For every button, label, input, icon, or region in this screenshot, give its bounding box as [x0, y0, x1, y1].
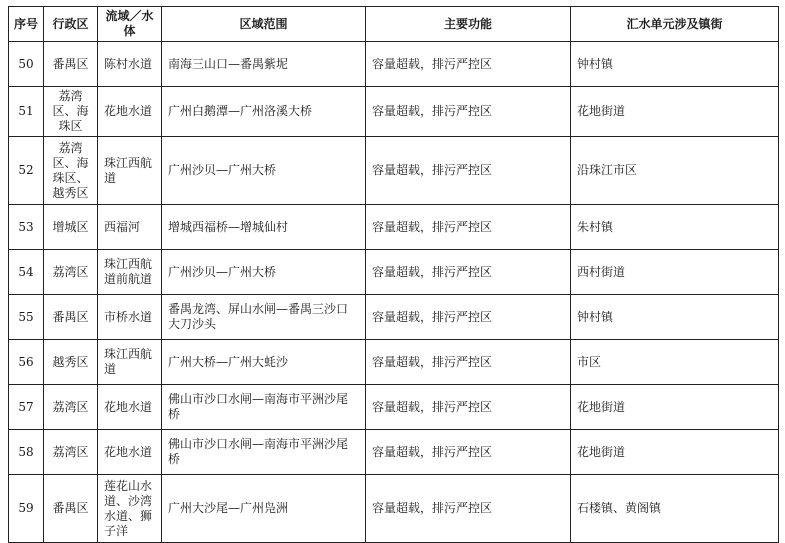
cell-district: 荔湾区、海珠区、越秀区	[44, 137, 98, 205]
cell-main-function: 容量超载，排污严控区	[366, 87, 571, 137]
table-row	[9, 385, 779, 430]
cell-water-body: 陈村水道	[98, 42, 162, 87]
cell-water-body: 花地水道	[98, 385, 162, 430]
cell-seq: 57	[9, 385, 44, 430]
cell-district: 荔湾区	[44, 430, 98, 475]
cell-water-body: 珠江西航道前航道	[98, 250, 162, 295]
cell-water-body: 市桥水道	[98, 295, 162, 340]
table-row	[9, 87, 779, 137]
cell-area-range: 增城西福桥—增城仙村	[162, 205, 366, 250]
cell-water-body: 莲花山水道、沙湾水道、狮子洋	[98, 475, 162, 543]
cell-water-body: 珠江西航道	[98, 340, 162, 385]
cell-district: 越秀区	[44, 340, 98, 385]
cell-main-function: 容量超载，排污严控区	[366, 250, 571, 295]
cell-area-range: 佛山市沙口水闸—南海市平洲沙尾桥	[162, 385, 366, 430]
cell-seq: 50	[9, 42, 44, 87]
cell-seq: 56	[9, 340, 44, 385]
header-district: 行政区	[44, 7, 98, 42]
cell-seq: 55	[9, 295, 44, 340]
cell-area-range: 广州白鹅潭—广州洛溪大桥	[162, 87, 366, 137]
header-main-function: 主要功能	[366, 7, 571, 42]
cell-water-body: 花地水道	[98, 87, 162, 137]
cell-area-range: 广州大沙尾—广州凫洲	[162, 475, 366, 543]
cell-main-function: 容量超载，排污严控区	[366, 340, 571, 385]
cell-area-range: 广州沙贝—广州大桥	[162, 137, 366, 205]
cell-towns: 花地街道	[571, 87, 779, 137]
cell-area-range: 广州沙贝—广州大桥	[162, 250, 366, 295]
cell-towns: 西村街道	[571, 250, 779, 295]
cell-main-function: 容量超载，排污严控区	[366, 295, 571, 340]
cell-main-function: 容量超载，排污严控区	[366, 475, 571, 543]
cell-main-function: 容量超载，排污严控区	[366, 430, 571, 475]
table-row	[9, 137, 779, 205]
cell-seq: 59	[9, 475, 44, 543]
cell-district: 荔湾区、海珠区	[44, 87, 98, 137]
cell-towns: 沿珠江市区	[571, 137, 779, 205]
cell-main-function: 容量超载，排污严控区	[366, 385, 571, 430]
cell-towns: 钟村镇	[571, 295, 779, 340]
table-row	[9, 340, 779, 385]
cell-seq: 58	[9, 430, 44, 475]
cell-area-range: 佛山市沙口水闸—南海市平洲沙尾桥	[162, 430, 366, 475]
cell-seq: 51	[9, 87, 44, 137]
header-seq: 序号	[9, 7, 44, 42]
header-water-body: 流域／水体	[98, 7, 162, 42]
cell-district: 荔湾区	[44, 385, 98, 430]
water-function-zone-table	[8, 6, 779, 543]
cell-towns: 石楼镇、黄阁镇	[571, 475, 779, 543]
cell-main-function: 容量超载，排污严控区	[366, 137, 571, 205]
cell-water-body: 珠江西航道	[98, 137, 162, 205]
header-area-range: 区域范围	[162, 7, 366, 42]
cell-district: 增城区	[44, 205, 98, 250]
cell-district: 番禺区	[44, 475, 98, 543]
cell-towns: 朱村镇	[571, 205, 779, 250]
cell-seq: 54	[9, 250, 44, 295]
cell-area-range: 番禺龙湾、屏山水闸—番禺三沙口大刀沙头	[162, 295, 366, 340]
cell-towns: 钟村镇	[571, 42, 779, 87]
header-towns: 汇水单元涉及镇街	[571, 7, 779, 42]
cell-main-function: 容量超载，排污严控区	[366, 42, 571, 87]
cell-towns: 花地街道	[571, 430, 779, 475]
cell-towns: 花地街道	[571, 385, 779, 430]
table-header-row	[9, 7, 779, 42]
cell-towns: 市区	[571, 340, 779, 385]
cell-main-function: 容量超载，排污严控区	[366, 205, 571, 250]
table-row	[9, 250, 779, 295]
cell-area-range: 南海三山口—番禺紫坭	[162, 42, 366, 87]
table-row	[9, 295, 779, 340]
cell-seq: 52	[9, 137, 44, 205]
cell-district: 荔湾区	[44, 250, 98, 295]
cell-district: 番禺区	[44, 42, 98, 87]
cell-water-body: 西福河	[98, 205, 162, 250]
table-row	[9, 475, 779, 543]
table-row	[9, 205, 779, 250]
cell-water-body: 花地水道	[98, 430, 162, 475]
cell-district: 番禺区	[44, 295, 98, 340]
cell-seq: 53	[9, 205, 44, 250]
table-row	[9, 430, 779, 475]
table-row	[9, 42, 779, 87]
water-function-zone-table-page	[8, 6, 778, 538]
cell-area-range: 广州大桥—广州大蚝沙	[162, 340, 366, 385]
